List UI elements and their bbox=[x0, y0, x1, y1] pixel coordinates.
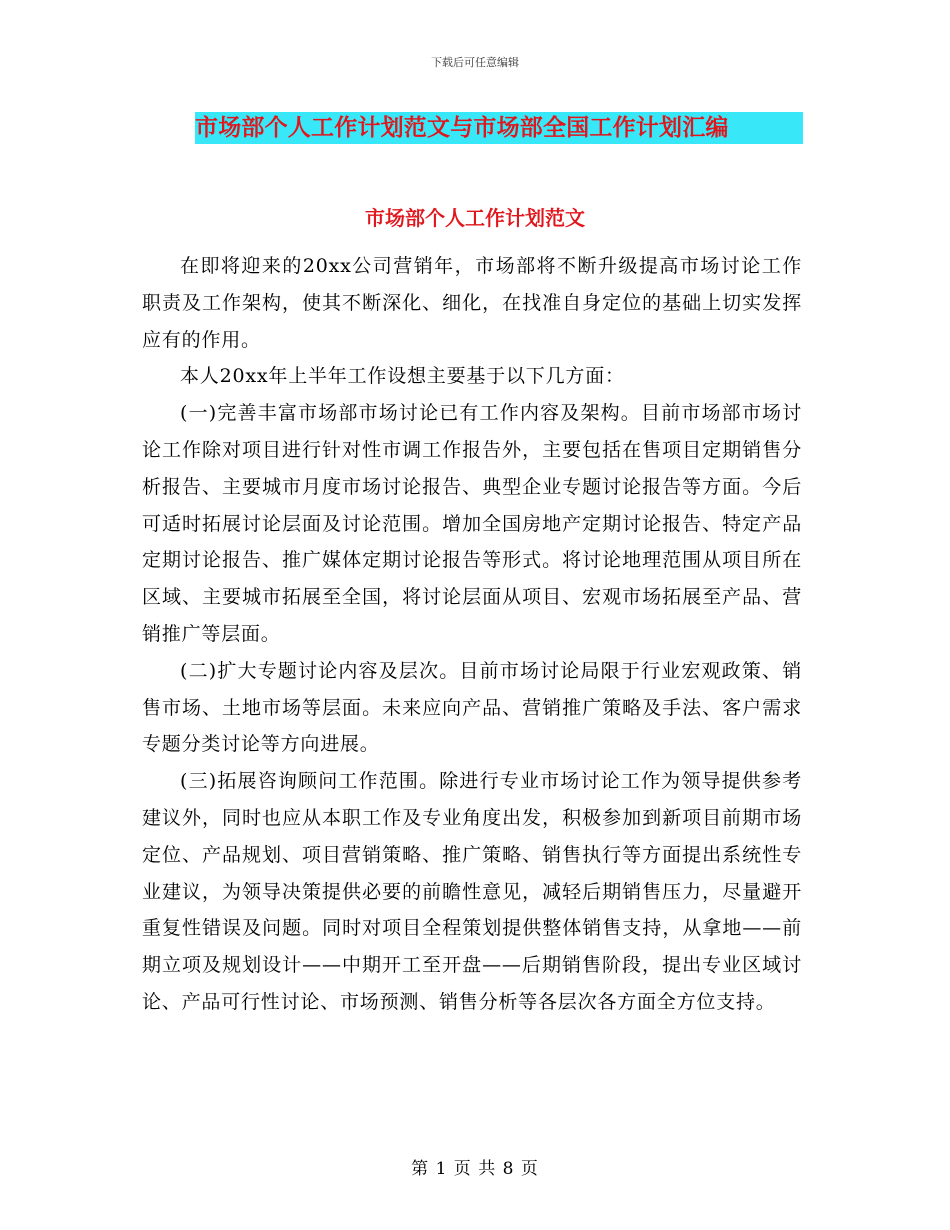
header-note: 下载后可任意编辑 bbox=[431, 56, 519, 69]
paragraph-intro: 在即将迎来的20xx公司营销年，市场部将不断升级提高市场讨论工作职责及工作架构，使其不断深化、细化，在找准自身定位的基础上切实发挥应有的作用。 bbox=[142, 255, 802, 351]
section-title: 市场部个人工作计划范文 bbox=[365, 206, 585, 230]
document-title-highlight bbox=[195, 112, 803, 144]
document-title: 市场部个人工作计划范文与市场部全国工作计划汇编 bbox=[195, 115, 729, 141]
page-number: 第 1 页 共 8 页 bbox=[411, 1159, 539, 1179]
paragraph-item-1: (一)完善丰富市场部市场讨论已有工作内容及架构。目前市场部市场讨论工作除对项目进行针对性市调工作报告外，主要包括在售项目定期销售分析报告、主要城市月度市场讨论报告、典型企业专题讨论报告等方面。今后可适时拓展讨论层面及讨论范围。增加全国房地产定期讨论报告、特定产品定期讨论报告、推广媒体定期讨论报告等形式。将讨论地理范围从项目所在区域、主要城市拓展至全国，将讨论层面从项目、宏观市场拓展至产品、营销推广等层面。 bbox=[142, 402, 802, 645]
paragraph-item-2: (二)扩大专题讨论内容及层次。目前市场讨论局限于行业宏观政策、销售市场、土地市场等层面。未来应向产品、营销推广策略及手法、客户需求专题分类讨论等方向进展。 bbox=[142, 659, 802, 756]
paragraph-item-3: (三)拓展咨询顾问工作范围。除进行专业市场讨论工作为领导提供参考建议外，同时也应从本职工作及专业角度出发，积极参加到新项目前期市场定位、产品规划、项目营销策略、推广策略、销售执行等方面提出系统性专业建议，为领导决策提供必要的前瞻性意见，减轻后期销售压力，尽量避开重复性错误及问题。同时对项目全程策划提供整体销售支持，从拿地——前期立项及规划设计——中期开工至开盘——后期销售阶段，提出专业区域讨论、产品可行性讨论、市场预测、销售分析等各层次各方面全方位支持。 bbox=[142, 770, 802, 1013]
paragraph-plan-basis: 本人20xx年上半年工作设想主要基于以下几方面： bbox=[180, 365, 625, 388]
document-body bbox=[142, 248, 802, 1021]
